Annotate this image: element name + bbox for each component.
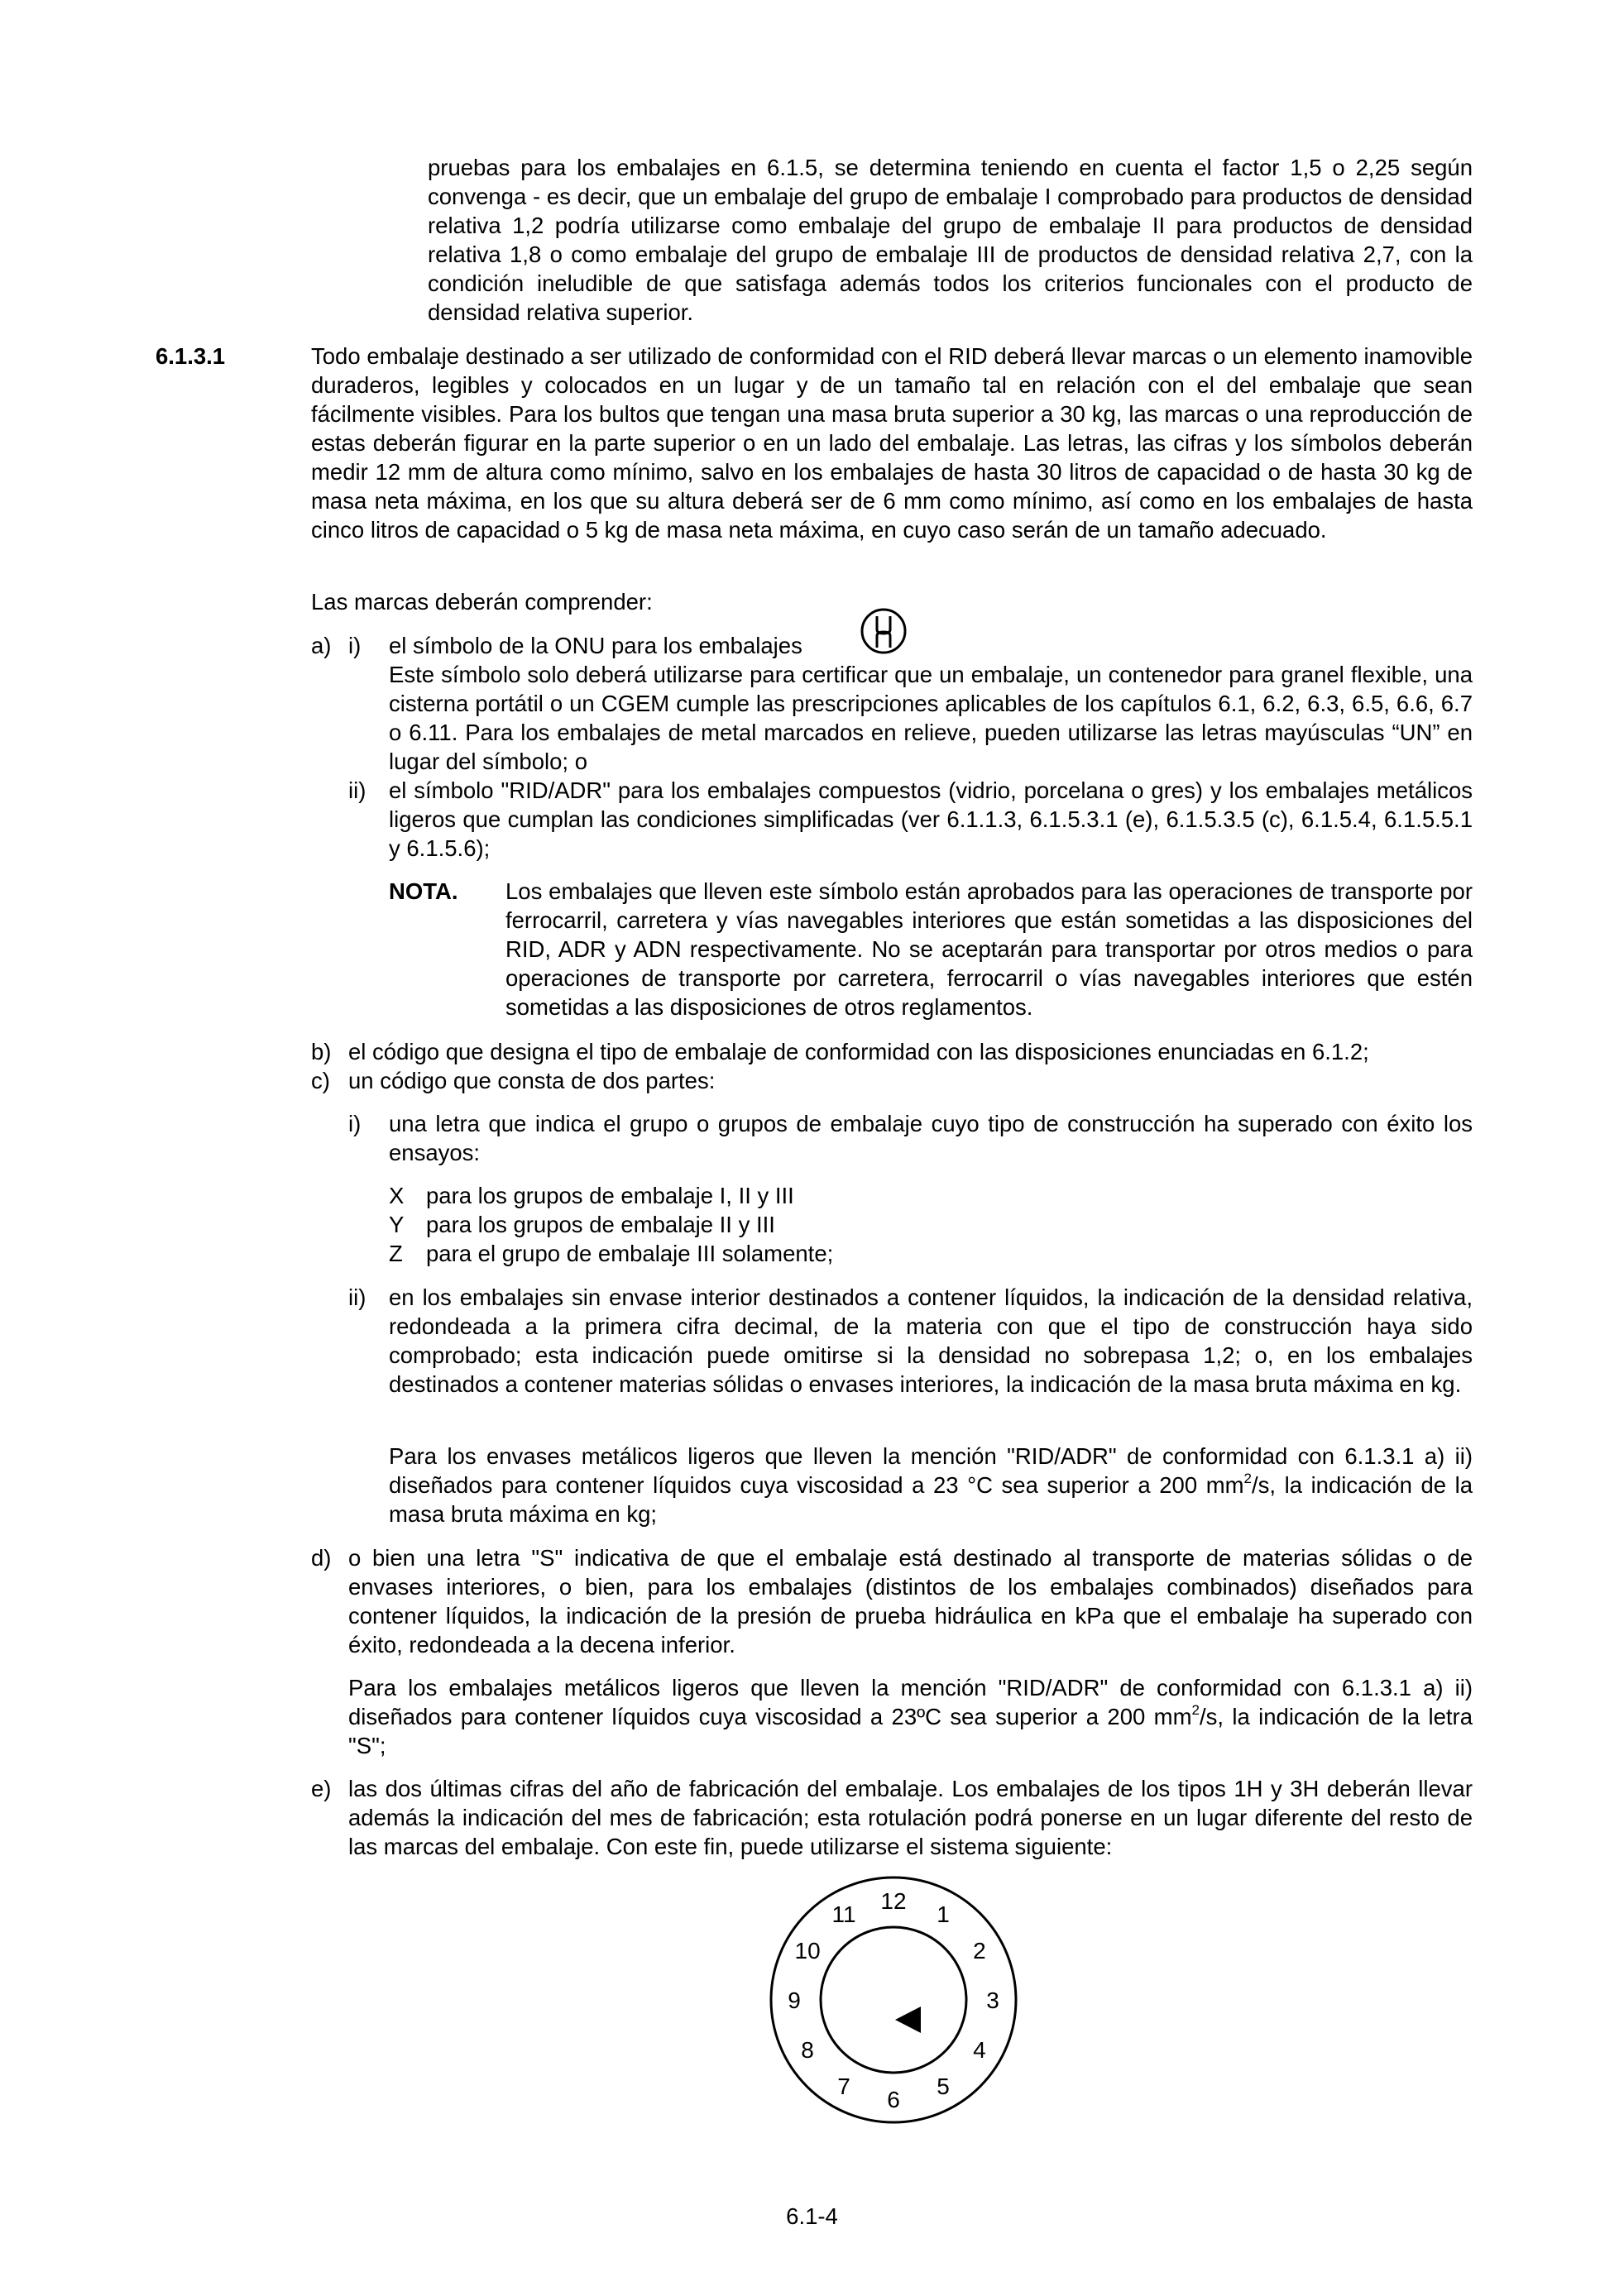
dial-month-label: 7 [837,2073,850,2099]
item-c-ii-extra-before: Para los envases metálicos ligeros que lleven la mención "RID/ADR" de conformidad con 6.1.3.1 a) ii) diseñados para contener líquidos cuya viscosidad a 23 °C sea superior a 200 mm [389,1443,1473,1498]
item-c-label: c) [311,1068,330,1093]
group-letter: Z [389,1241,403,1266]
item-a-i-text: el símbolo de la ONU para los embalajes [389,633,802,658]
dial-inner-ring [821,1927,966,2073]
dial-month-label: 5 [937,2073,950,2099]
item-c-ii-extra [389,1442,1473,1528]
group-text: para el grupo de embalaje III solamente; [426,1241,834,1266]
dial-month-label: 10 [794,1938,821,1964]
section-paragraph: Todo embalaje destinado a ser utilizado de conformidad con el RID deberá llevar marcas o un elemento inamovible duraderos, legibles y colocados en un lugar y de un tamaño tal en relación con el del embalaje que sean fácilmente visibles. Para los bultos que tengan una masa bruta superior a 30 kg, las marcas o una reproducción de estas deberán figurar en la parte superior o en un lado del embalaje. Las letras, las cifras y los símbolos deberán medir 12 mm de altura como mínimo, salvo en los embalajes de hasta 30 litros de capacidad o de hasta 30 kg de masa neta máxima, en los que su altura deberá ser de 6 mm como mínimo, así como en los embalajes de hasta cinco litros de capacidad o 5 kg de masa neta máxima, en cuyo caso serán de un tamaño adecuado. [311,343,1473,543]
note-text: Los embalajes que lleven este símbolo están aprobados para las operaciones de transporte por ferrocarril, carretera y vías navegables interiores que están sometidas a las disposiciones del RID, ADR y ADN respectivamente. No se aceptarán para transportar por otros medios o para operaciones de transporte por carretera, ferrocarril o vías navegables interiores que estén sometidas a las disposiciones de otros reglamentos. [505,878,1473,1020]
month-dial [761,1868,1026,2132]
item-c-ii-text: en los embalajes sin envase interior destinados a contener líquidos, la indicación de la densidad relativa, redondeada a la primera cifra decimal, de la materia con que el tipo de construcción haya sido comprobado; esta indicación puede omitirse si la densidad no sobrepasa 1,2; o, en los embalajes destinados a contener materias sólidas o envases interiores, la indicación de la masa bruta máxima en kg. [389,1284,1473,1397]
item-b-label: b) [311,1039,332,1064]
dial-outer-ring [771,1877,1016,2122]
item-c-ii-extra-after: /s, la indicación de la masa bruta máxima en kg; [389,1472,1473,1527]
dial-month-label: 4 [973,2037,986,2063]
dial-month-label: 6 [887,2087,900,2112]
item-c-i-text: una letra que indica el grupo o grupos de embalaje cuyo tipo de construcción ha superado con éxito los ensayos: [389,1111,1473,1165]
item-b-text: el código que designa el tipo de embalaje de conformidad con las disposiciones enunciadas en 6.1.2; [348,1039,1369,1064]
note-label: NOTA. [389,878,458,904]
item-e-text: las dos últimas cifras del año de fabricación del embalaje. Los embalajes de los tipos 1H y 3H deberán llevar además la indicación del mes de fabricación; esta rotulación podrá ponerse en un lugar diferente del resto de las marcas del embalaje. Con este fin, puede utilizarse el sistema siguiente: [348,1776,1473,1859]
group-text: para los grupos de embalaje I, II y III [426,1183,794,1208]
item-c-ii-label: ii) [348,1284,366,1310]
dial-month-label: 11 [831,1901,856,1928]
item-d-label: d) [311,1545,332,1571]
item-e-label: e) [311,1776,332,1801]
dial-month-label: 9 [788,1987,801,2013]
group-text: para los grupos de embalaje II y III [426,1212,775,1237]
marks-intro: Las marcas deberán comprender: [311,589,653,615]
item-a-label: a) [311,633,332,658]
item-d-extra [348,1673,1473,1760]
item-d-extra-sup: 2 [1191,1701,1200,1718]
dial-pointer-icon [895,2007,921,2033]
dial-month-label: 12 [880,1888,907,1914]
item-d-extra-after: /s, la indicación de la letra "S"; [348,1704,1473,1758]
item-c-text: un código que consta de dos partes: [348,1068,716,1093]
item-a-ii-label: ii) [348,777,366,803]
group-letter: X [389,1183,405,1208]
dial-month-label: 2 [973,1938,986,1964]
page-number: 6.1-4 [786,2203,838,2229]
group-letter: Y [389,1212,405,1237]
dial-month-label: 3 [986,1987,999,2013]
intro-paragraph: pruebas para los embalajes en 6.1.5, se determina teniendo en cuenta el factor 1,5 o 2,25 según convenga - es decir, que un embalaje del grupo de embalaje I comprobado para productos de densidad relativa 1,2 podría utilizarse como embalaje del grupo de embalaje II para productos de densidad relativa 1,8 o como embalaje del grupo de embalaje III de productos de densidad relativa 2,7, con la condición ineludible de que satisfaga además todos los criterios funcionales con el producto de densidad relativa superior. [428,155,1473,325]
un-packaging-symbol [859,606,908,656]
item-a-ii-text: el símbolo "RID/ADR" para los embalajes compuestos (vidrio, porcelana o gres) y los embalajes metálicos ligeros que cumplan las condiciones simplificadas (ver 6.1.1.3, 6.1.5.3.1 (e), 6.1.5.3.5 (c), 6.1.5.4, 6.1.5.5.1 y 6.1.5.6); [389,777,1473,861]
item-d-extra-before: Para los embalajes metálicos ligeros que lleven la mención "RID/ADR" de conformidad con 6.1.3.1 a) ii) diseñados para contener líquidos cuya viscosidad a 23ºC sea superior a 200 mm [348,1675,1473,1729]
section-number: 6.1.3.1 [156,343,226,369]
item-d-text: o bien una letra "S" indicativa de que el embalaje está destinado al transporte de materias sólidas o de envases interiores, o bien, para los embalajes (distintos de los embalajes combinados) diseñados para contener líquidos, la indicación de la presión de prueba hidráulica en kPa que el embalaje ha superado con éxito, redondeada a la decena inferior. [348,1545,1473,1657]
item-c-ii-extra-sup: 2 [1243,1470,1252,1486]
item-c-i-label: i) [348,1111,362,1136]
dial-month-label: 1 [937,1901,950,1928]
item-a-i-detail: Este símbolo solo deberá utilizarse para certificar que un embalaje, un contenedor para granel flexible, una cisterna portátil o un CGEM cumple las prescripciones aplicables de los capítulos 6.1, 6.2, 6.3, 6.5, 6.6, 6.7 o 6.11. Para los embalajes de metal marcados en relieve, pueden utilizarse las letras mayúsculas “UN” en lugar del símbolo; o [389,662,1473,774]
item-a-i-label: i) [348,633,362,658]
dial-month-label: 8 [801,2037,814,2063]
